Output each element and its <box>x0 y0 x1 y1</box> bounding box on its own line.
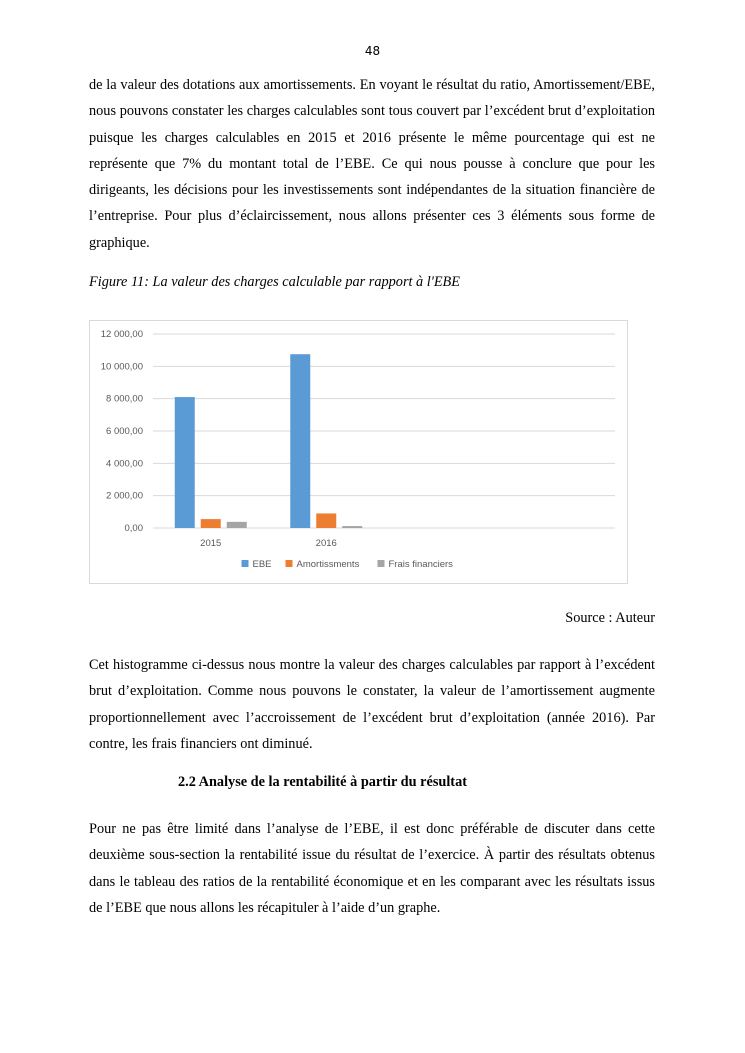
chart-svg <box>90 321 629 585</box>
paragraph-1: de la valeur des dotations aux amortissements. En voyant le résultat du ratio, Amortissement/EBE, nous pouvons constater les charges calculables sont tous couvert par l’excédent brut d’exploitation puisque les charges calculables en 2015 et 2016 présente le même pourcentage qui est ne représente que 7% du montant total de l’EBE. Ce qui nous pousse à conclure que pour les dirigeants, les décisions pour les investissements sont indépendantes de la situation financière de l’entreprise. Pour plus d’éclaircissement, nous allons présenter ces 3 éléments sous forme de graphique. <box>89 77 655 251</box>
x-tick-label: 2016 <box>315 538 337 549</box>
section-heading: 2.2 Analyse de la rentabilité à partir du résultat <box>178 774 467 790</box>
x-tick-label: 2015 <box>200 538 222 549</box>
legend-entry: Amortissments <box>296 559 360 570</box>
y-tick-label: 12 000,00 <box>100 329 143 340</box>
legend-entry: EBE <box>252 559 272 570</box>
page-number: 48 <box>364 44 381 58</box>
figure-caption: Figure 11: La valeur des charges calculable par rapport à l'EBE <box>89 274 461 290</box>
bar-frais-financiers-2015 <box>227 522 247 528</box>
bar-amortissments-2015 <box>201 519 221 528</box>
bar-amortissments-2016 <box>316 513 336 528</box>
bar-chart <box>89 320 628 584</box>
legend-swatch <box>286 560 293 567</box>
bar-ebe-2015 <box>175 397 195 528</box>
y-tick-label: 10 000,00 <box>100 361 143 373</box>
y-tick-label: 2 000,00 <box>106 490 143 502</box>
y-tick-label: 8 000,00 <box>106 393 143 405</box>
bar-ebe-2016 <box>290 354 310 528</box>
legend-swatch <box>242 560 249 567</box>
y-tick-label: 6 000,00 <box>106 426 143 437</box>
legend-swatch <box>378 560 385 567</box>
bar-frais-financiers-2016 <box>342 526 362 528</box>
y-tick-label: 0,00 <box>124 523 143 534</box>
paragraph-2: Cet histogramme ci-dessus nous montre la valeur des charges calculables par rapport à l’excédent brut d’exploitation. Comme nous pouvons le constater, la valeur de l’amortissement augmente proportionnellement avec l’accroissement de l’excédent brut d’exploitation (année 2016). Par contre, les frais financiers ont diminué. <box>89 657 655 752</box>
legend-entry: Frais financiers <box>388 559 453 570</box>
source-text: Source : Auteur <box>565 610 655 626</box>
y-tick-label: 4 000,00 <box>106 458 143 470</box>
paragraph-3: Pour ne pas être limité dans l’analyse de l’EBE, il est donc préférable de discuter dans cette deuxième sous-section la rentabilité issue du résultat de l’exercice. À partir des résultats obtenus dans le tableau des ratios de la rentabilité économique et en les comparant avec les résultats issus de l’EBE que nous allons les récapituler à l’aide d’un graphe. <box>89 821 655 916</box>
